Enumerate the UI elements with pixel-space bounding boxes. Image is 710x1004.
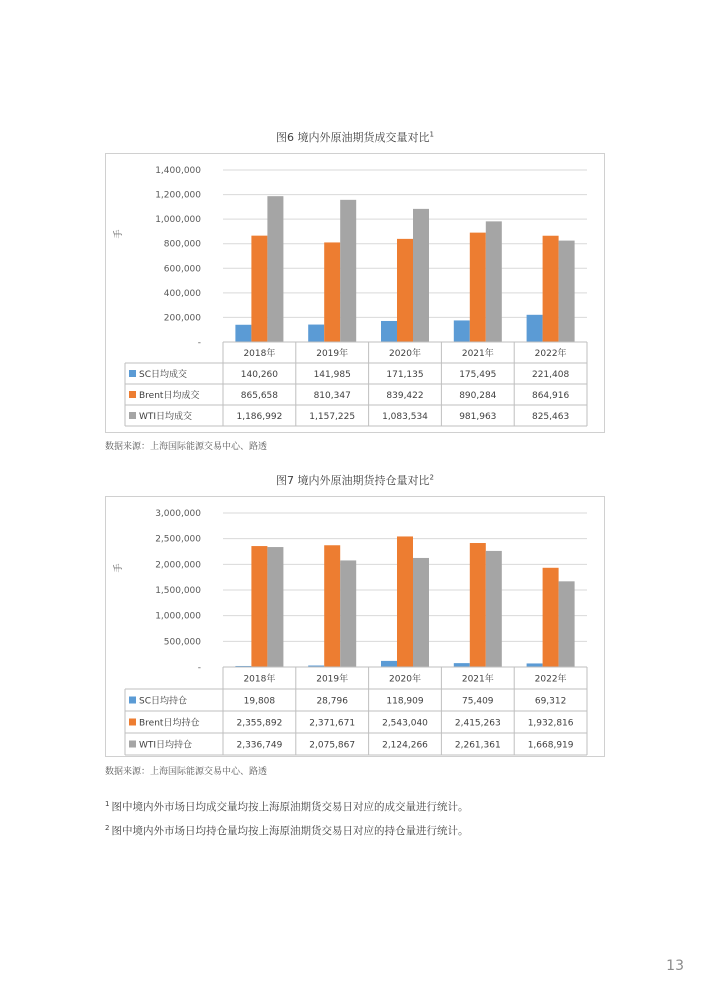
bar-3-2022年: [559, 241, 575, 342]
y-tick-label: 2,000,000: [155, 560, 201, 571]
data-label: 1,186,992: [236, 412, 283, 422]
y-tick-label: 1,500,000: [155, 586, 201, 596]
data-label: 118,909: [386, 696, 424, 707]
legend-label: WTI日均成交: [139, 412, 193, 422]
data-label: 171,135: [386, 370, 424, 380]
chart-1-title: [0, 129, 710, 145]
bar-2-2021年: [470, 543, 486, 667]
data-label: 2,543,040: [382, 718, 428, 729]
bar-3-2018年: [267, 196, 283, 342]
bar-2-2020年: [397, 536, 413, 667]
footnote-1-text: 图中境内外市场日均成交量均按上海原油期货交易日对应的成交量进行统计。: [111, 801, 469, 813]
category-label: 2022年: [534, 674, 567, 685]
bar-3-2021年: [486, 551, 502, 667]
chart-2-title-text: 图7 境内外原油期货持仓量对比: [276, 474, 430, 487]
data-label: 1,157,225: [309, 412, 356, 422]
chart-1-svg: [106, 154, 604, 432]
y-tick-label: 1,000,000: [155, 611, 201, 622]
chart-1-title-sup: 1: [429, 130, 434, 139]
category-label: 2018年: [243, 349, 276, 359]
chart-2-svg: [106, 497, 604, 756]
category-label: 2019年: [316, 349, 349, 359]
chart-2-title-sup: 2: [429, 473, 434, 482]
data-label: 825,463: [531, 412, 570, 422]
bar-3-2019年: [340, 200, 356, 342]
y-tick-label: 1,200,000: [155, 190, 201, 201]
legend-swatch: [129, 741, 136, 748]
chart-2-source: 数据来源：上海国际能源交易中心、路透: [105, 767, 268, 777]
y-tick-label: 600,000: [163, 264, 201, 275]
bar-2-2019年: [324, 242, 340, 342]
y-tick-label: 200,000: [163, 313, 201, 324]
bar-3-2020年: [413, 209, 429, 342]
bar-1-2019年: [308, 325, 324, 342]
bar-1-2021年: [454, 320, 470, 342]
category-label: 2020年: [389, 349, 421, 359]
bar-2-2022年: [543, 236, 559, 342]
bar-3-2018年: [267, 547, 283, 667]
bar-1-2022年: [527, 663, 543, 667]
bar-2-2022年: [543, 568, 559, 667]
y-tick-label: 500,000: [163, 637, 201, 648]
bar-1-2020年: [381, 661, 397, 667]
footnote-2-text: 图中境内外市场日均持仓量均按上海原油期货交易日对应的持仓量进行统计。: [111, 825, 469, 837]
category-label: 2021年: [461, 674, 494, 685]
bar-1-2022年: [527, 315, 543, 342]
data-label: 2,261,361: [454, 740, 501, 751]
legend-label: SC日均成交: [139, 370, 187, 380]
data-label: 140,260: [240, 370, 279, 380]
data-label: 75,409: [462, 696, 494, 707]
data-label: 2,336,749: [236, 740, 283, 751]
data-label: 1,668,919: [527, 740, 574, 751]
chart-1-source: 数据来源：上海国际能源交易中心、路透: [105, 442, 268, 452]
page-number: 13: [666, 958, 684, 974]
data-label: 981,963: [459, 412, 497, 422]
bar-1-2021年: [454, 663, 470, 667]
data-label: 2,124,266: [382, 740, 428, 751]
footnote-1: [105, 799, 468, 814]
bar-1-2018年: [235, 325, 251, 342]
legend-swatch: [129, 697, 136, 704]
bar-3-2022年: [559, 581, 575, 667]
chart-1-box: [105, 153, 605, 433]
y-axis-label: 手: [114, 229, 124, 239]
legend-label: Brent日均持仓: [139, 718, 200, 729]
data-label: 19,808: [243, 696, 276, 707]
bar-2-2018年: [251, 546, 267, 667]
legend-label: Brent日均成交: [139, 391, 200, 401]
data-label: 2,075,867: [309, 740, 356, 751]
legend-label: WTI日均持仓: [139, 740, 193, 751]
data-label: 2,415,263: [454, 718, 501, 729]
data-label: 1,932,816: [527, 718, 574, 729]
y-tick-label: 1,000,000: [155, 215, 201, 226]
data-label: 864,916: [531, 391, 570, 401]
category-label: 2022年: [534, 349, 567, 359]
bar-3-2021年: [486, 221, 502, 342]
data-label: 839,422: [386, 391, 424, 401]
data-label: 810,347: [313, 391, 351, 401]
legend-swatch: [129, 412, 136, 419]
y-axis-label: 手: [114, 563, 124, 573]
chart-2-title: [0, 472, 710, 488]
data-label: 69,312: [534, 696, 567, 707]
bar-2-2019年: [324, 545, 340, 667]
y-tick-label: 1,400,000: [155, 166, 201, 176]
category-label: 2018年: [243, 674, 276, 685]
data-label: 175,495: [459, 370, 497, 380]
footnote-2-sup: 2: [105, 823, 110, 832]
legend-swatch: [129, 391, 136, 398]
data-label: 141,985: [313, 370, 351, 380]
legend-swatch: [129, 719, 136, 726]
data-label: 28,796: [316, 696, 348, 707]
data-label: 890,284: [459, 391, 497, 401]
bar-3-2019年: [340, 560, 356, 667]
data-label: 2,371,671: [309, 718, 356, 729]
y-tick-label: -: [197, 663, 201, 673]
category-label: 2021年: [461, 349, 494, 359]
chart-2-box: [105, 496, 605, 757]
data-label: 1,083,534: [382, 412, 428, 422]
data-label: 865,658: [240, 391, 279, 401]
y-tick-label: -: [197, 338, 201, 348]
category-label: 2019年: [316, 674, 349, 685]
y-tick-label: 2,500,000: [155, 534, 201, 545]
data-label: 2,355,892: [236, 718, 283, 729]
bar-2-2020年: [397, 239, 413, 342]
footnote-2: [105, 823, 468, 838]
bar-1-2020年: [381, 321, 397, 342]
legend-label: SC日均持仓: [139, 696, 187, 707]
footnote-1-sup: 1: [105, 799, 110, 808]
legend-swatch: [129, 370, 136, 377]
bar-2-2021年: [470, 233, 486, 342]
y-tick-label: 400,000: [163, 288, 201, 299]
bar-2-2018年: [251, 236, 267, 342]
data-label: 221,408: [531, 370, 570, 380]
chart-1-title-text: 图6 境内外原油期货成交量对比: [276, 131, 430, 144]
y-tick-label: 800,000: [163, 239, 201, 250]
category-label: 2020年: [389, 674, 421, 685]
y-tick-label: 3,000,000: [155, 509, 201, 519]
bar-3-2020年: [413, 558, 429, 667]
